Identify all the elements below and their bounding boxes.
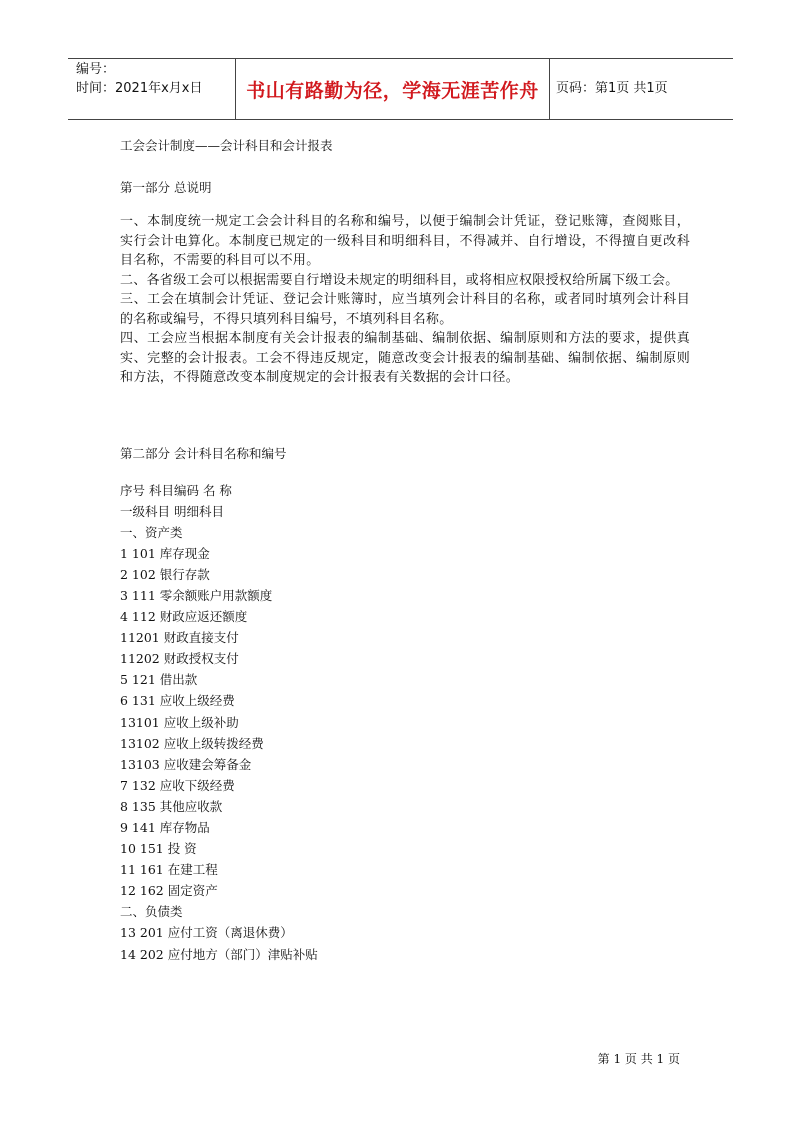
list-item: 2 102 银行存款 (120, 566, 210, 582)
header-page-label: 页码：第1页 共1页 (556, 81, 668, 96)
list-item: 9 141 库存物品 (120, 820, 210, 835)
page-header (68, 58, 733, 120)
list-item: 4 112 财政应返还额度 (120, 609, 248, 625)
list-item: 13103 应收建会筹备金 (120, 756, 252, 772)
list-header: 一级科目 明细科目 (120, 503, 224, 519)
list-item: 5 121 借出款 (120, 672, 198, 688)
doc-time-label: 时间：2021年x月x日 (76, 81, 203, 96)
list-header: 序号 科目编码 名 称 (120, 482, 232, 498)
header-meta (76, 59, 243, 119)
page-footer: 第 1 页 共 1 页 (597, 1052, 680, 1066)
document-body (120, 138, 690, 965)
paragraph: 一、本制度统一规定工会会计科目的名称和编号，以便于编制会计凭证，登记账簿，查阅账目，实行会计电算化。本制度已规定的一级科目和明细科目，不得减并、自行增设，不得擅自更改科目名称，不需要的科目可以不用。 (120, 214, 690, 268)
list-item: 11 161 在建工程 (120, 862, 218, 878)
list-item: 10 151 投 资 (120, 841, 197, 857)
list-item: 8 135 其他应收款 (120, 798, 223, 814)
account-items (120, 522, 690, 965)
list-item: 14 202 应付地方（部门）津贴补贴 (120, 946, 318, 962)
list-item: 13102 应收上级转拨经费 (120, 735, 264, 751)
list-item: 一、资产类 (120, 524, 183, 540)
account-list (120, 480, 690, 965)
list-item: 1 101 库存现金 (120, 545, 210, 561)
paragraph: 四、工会应当根据本制度有关会计报表的编制基础、编制依据、编制原则和方法的要求，提供真实、完整的会计报表。工会不得违反规定，随意改变会计报表的编制基础、编制依据、编制原则和方法，不得随意改变本制度规定的会计报表有关数据的会计口径。 (120, 331, 690, 385)
list-item: 6 131 应收上级经费 (120, 693, 235, 709)
paragraph: 三、工会在填制会计凭证、登记会计账簿时，应当填列会计科目的名称，或者同时填列会计科目的名称或编号，不得只填列科目编号，不填列科目名称。 (120, 292, 690, 327)
list-item: 二、负债类 (120, 904, 183, 920)
list-item: 12 162 固定资产 (120, 883, 218, 899)
part1-heading: 第一部分 总说明 (120, 180, 212, 195)
paragraph: 二、各省级工会可以根据需要自行增设未规定的明细科目，或将相应权限授权给所属下级工会。 (120, 272, 679, 288)
doc-number-label: 编号： (76, 62, 116, 77)
list-item: 3 111 零余额账户用款额度 (120, 587, 273, 603)
list-item: 13101 应收上级补助 (120, 714, 239, 730)
list-item: 7 132 应收下级经费 (120, 777, 235, 793)
spacer (120, 388, 690, 446)
document-title: 工会会计制度——会计科目和会计报表 (120, 138, 333, 153)
list-item: 11201 财政直接支付 (120, 630, 239, 646)
header-motto: 书山有路勤为径，学海无涯苦作舟 (246, 79, 539, 102)
list-item: 13 201 应付工资（离退休费） (120, 925, 293, 941)
header-motto-cell (235, 59, 550, 119)
part2-heading: 第二部分 会计科目名称和编号 (120, 445, 287, 461)
list-item: 11202 财政授权支付 (120, 651, 239, 667)
